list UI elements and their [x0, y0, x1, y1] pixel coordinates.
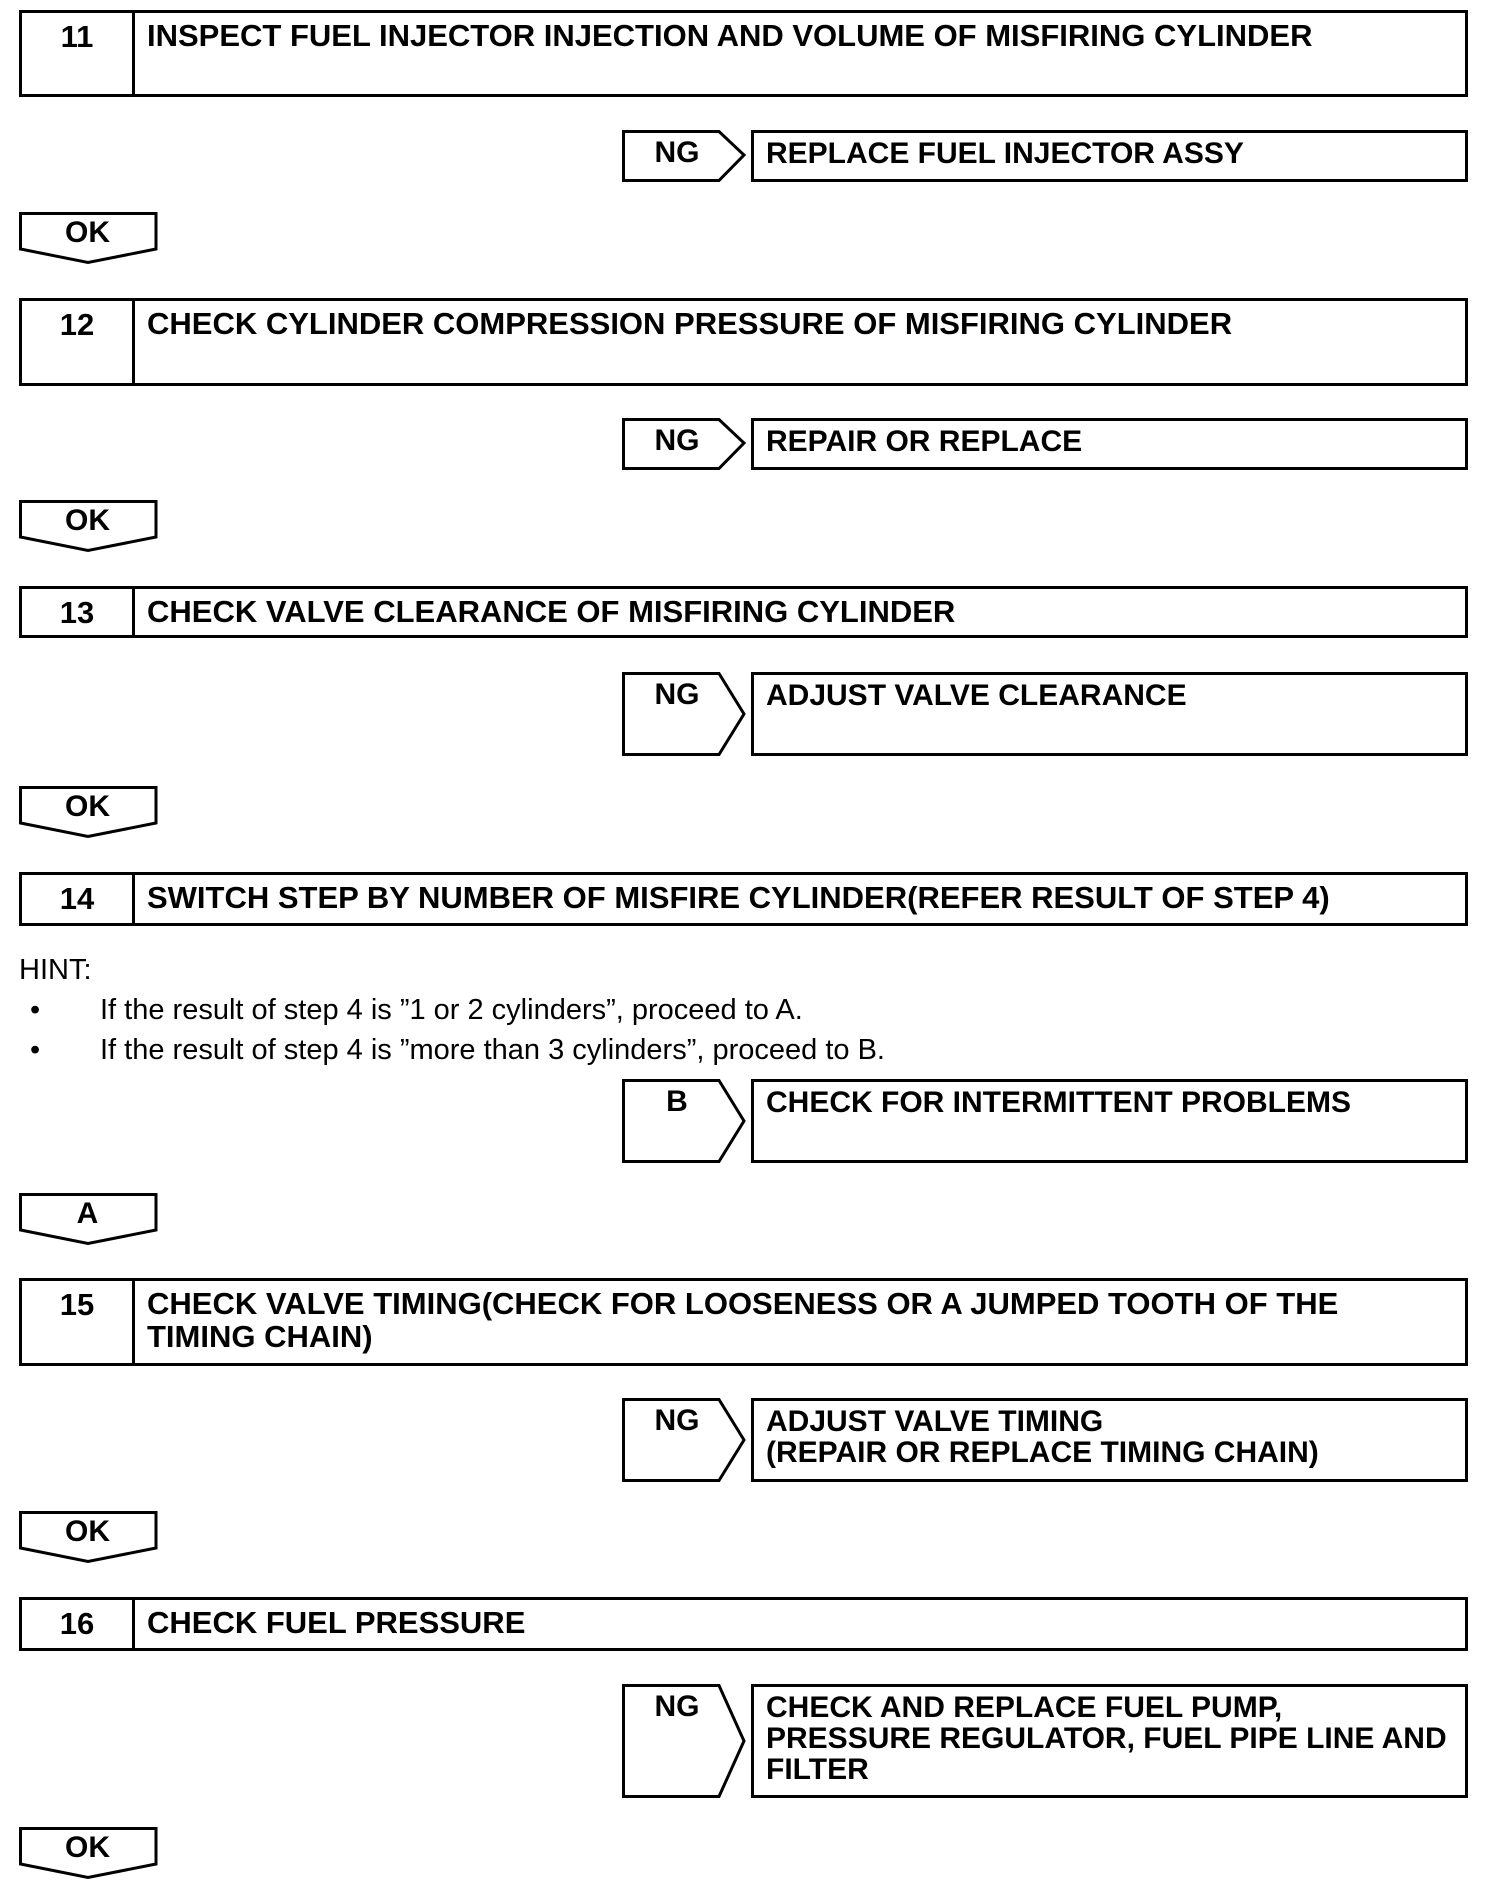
bullet: • [30, 1034, 41, 1066]
result-ok-tag [19, 1511, 158, 1563]
step-number: 12 [22, 301, 135, 383]
action-box [751, 1684, 1468, 1798]
result-ok-tag [19, 212, 158, 264]
action-box [751, 1398, 1468, 1482]
step-13-box [19, 586, 1468, 638]
step-11-box [19, 10, 1468, 97]
branch-label: NG [654, 678, 700, 711]
hint-text: If the result of step 4 is ”more than 3 cylinders”, proceed to B. [100, 1034, 885, 1066]
result-label: OK [65, 790, 110, 823]
step-number: 15 [22, 1281, 135, 1363]
bullet: • [30, 994, 41, 1026]
hint-heading: HINT: [19, 954, 92, 986]
step-number: 11 [22, 13, 135, 94]
step-number: 13 [22, 589, 135, 635]
action-text: REPLACE FUEL INJECTOR ASSY [766, 137, 1244, 170]
step-number: 16 [22, 1600, 135, 1648]
ng-branch-tag [622, 418, 746, 470]
step-title: SWITCH STEP BY NUMBER OF MISFIRE CYLINDER(REFER RESULT OF STEP 4) [147, 880, 1330, 915]
b-branch-tag [622, 1079, 746, 1163]
step-title: CHECK VALVE TIMING(CHECK FOR LOOSENESS OR A JUMPED TOOTH OF THE TIMING CHAIN) [147, 1286, 1339, 1354]
step-16-box [19, 1597, 1468, 1651]
action-box [751, 1079, 1468, 1163]
hint-text: If the result of step 4 is ”1 or 2 cylinders”, proceed to A. [100, 994, 803, 1026]
ng-branch-tag [622, 1684, 746, 1798]
action-text: PRESSURE REGULATOR, FUEL PIPE LINE AND [766, 1722, 1447, 1755]
step-12-box [19, 298, 1468, 386]
branch-label: NG [654, 1690, 700, 1723]
step-title: INSPECT FUEL INJECTOR INJECTION AND VOLUME OF MISFIRING CYLINDER [147, 18, 1313, 53]
step-title: CHECK CYLINDER COMPRESSION PRESSURE OF MISFIRING CYLINDER [147, 306, 1233, 341]
action-text: ADJUST VALVE CLEARANCE [766, 679, 1187, 712]
action-text: CHECK AND REPLACE FUEL PUMP, [766, 1691, 1283, 1724]
hint-item [30, 1034, 885, 1067]
action-text: REPAIR OR REPLACE [766, 425, 1083, 458]
hint-item [30, 994, 803, 1027]
result-ok-tag [19, 786, 158, 838]
action-text: ADJUST VALVE TIMING [766, 1405, 1104, 1438]
ng-branch-tag [622, 1398, 746, 1482]
step-14-box [19, 872, 1468, 926]
result-label: OK [65, 1831, 110, 1864]
result-a-tag [19, 1193, 158, 1245]
ng-branch-tag [622, 672, 746, 756]
branch-label: B [666, 1085, 688, 1118]
result-label: A [76, 1197, 99, 1230]
branch-label: NG [654, 424, 700, 457]
action-text: CHECK FOR INTERMITTENT PROBLEMS [766, 1086, 1351, 1119]
branch-label: NG [654, 136, 700, 169]
result-label: OK [65, 504, 110, 537]
step-number: 14 [22, 875, 135, 923]
action-box [751, 672, 1468, 756]
step-15-box [19, 1278, 1468, 1366]
result-ok-tag [19, 1827, 158, 1879]
step-title: CHECK FUEL PRESSURE [147, 1605, 526, 1640]
result-label: OK [65, 1515, 110, 1548]
ng-branch-tag [622, 130, 746, 182]
result-ok-tag [19, 500, 158, 552]
action-box [751, 418, 1468, 470]
branch-label: NG [654, 1404, 700, 1437]
step-title: CHECK VALVE CLEARANCE OF MISFIRING CYLINDER [147, 594, 956, 629]
result-label: OK [65, 216, 110, 249]
action-text: (REPAIR OR REPLACE TIMING CHAIN) [766, 1436, 1319, 1469]
action-box [751, 130, 1468, 182]
action-text: FILTER [766, 1753, 869, 1786]
